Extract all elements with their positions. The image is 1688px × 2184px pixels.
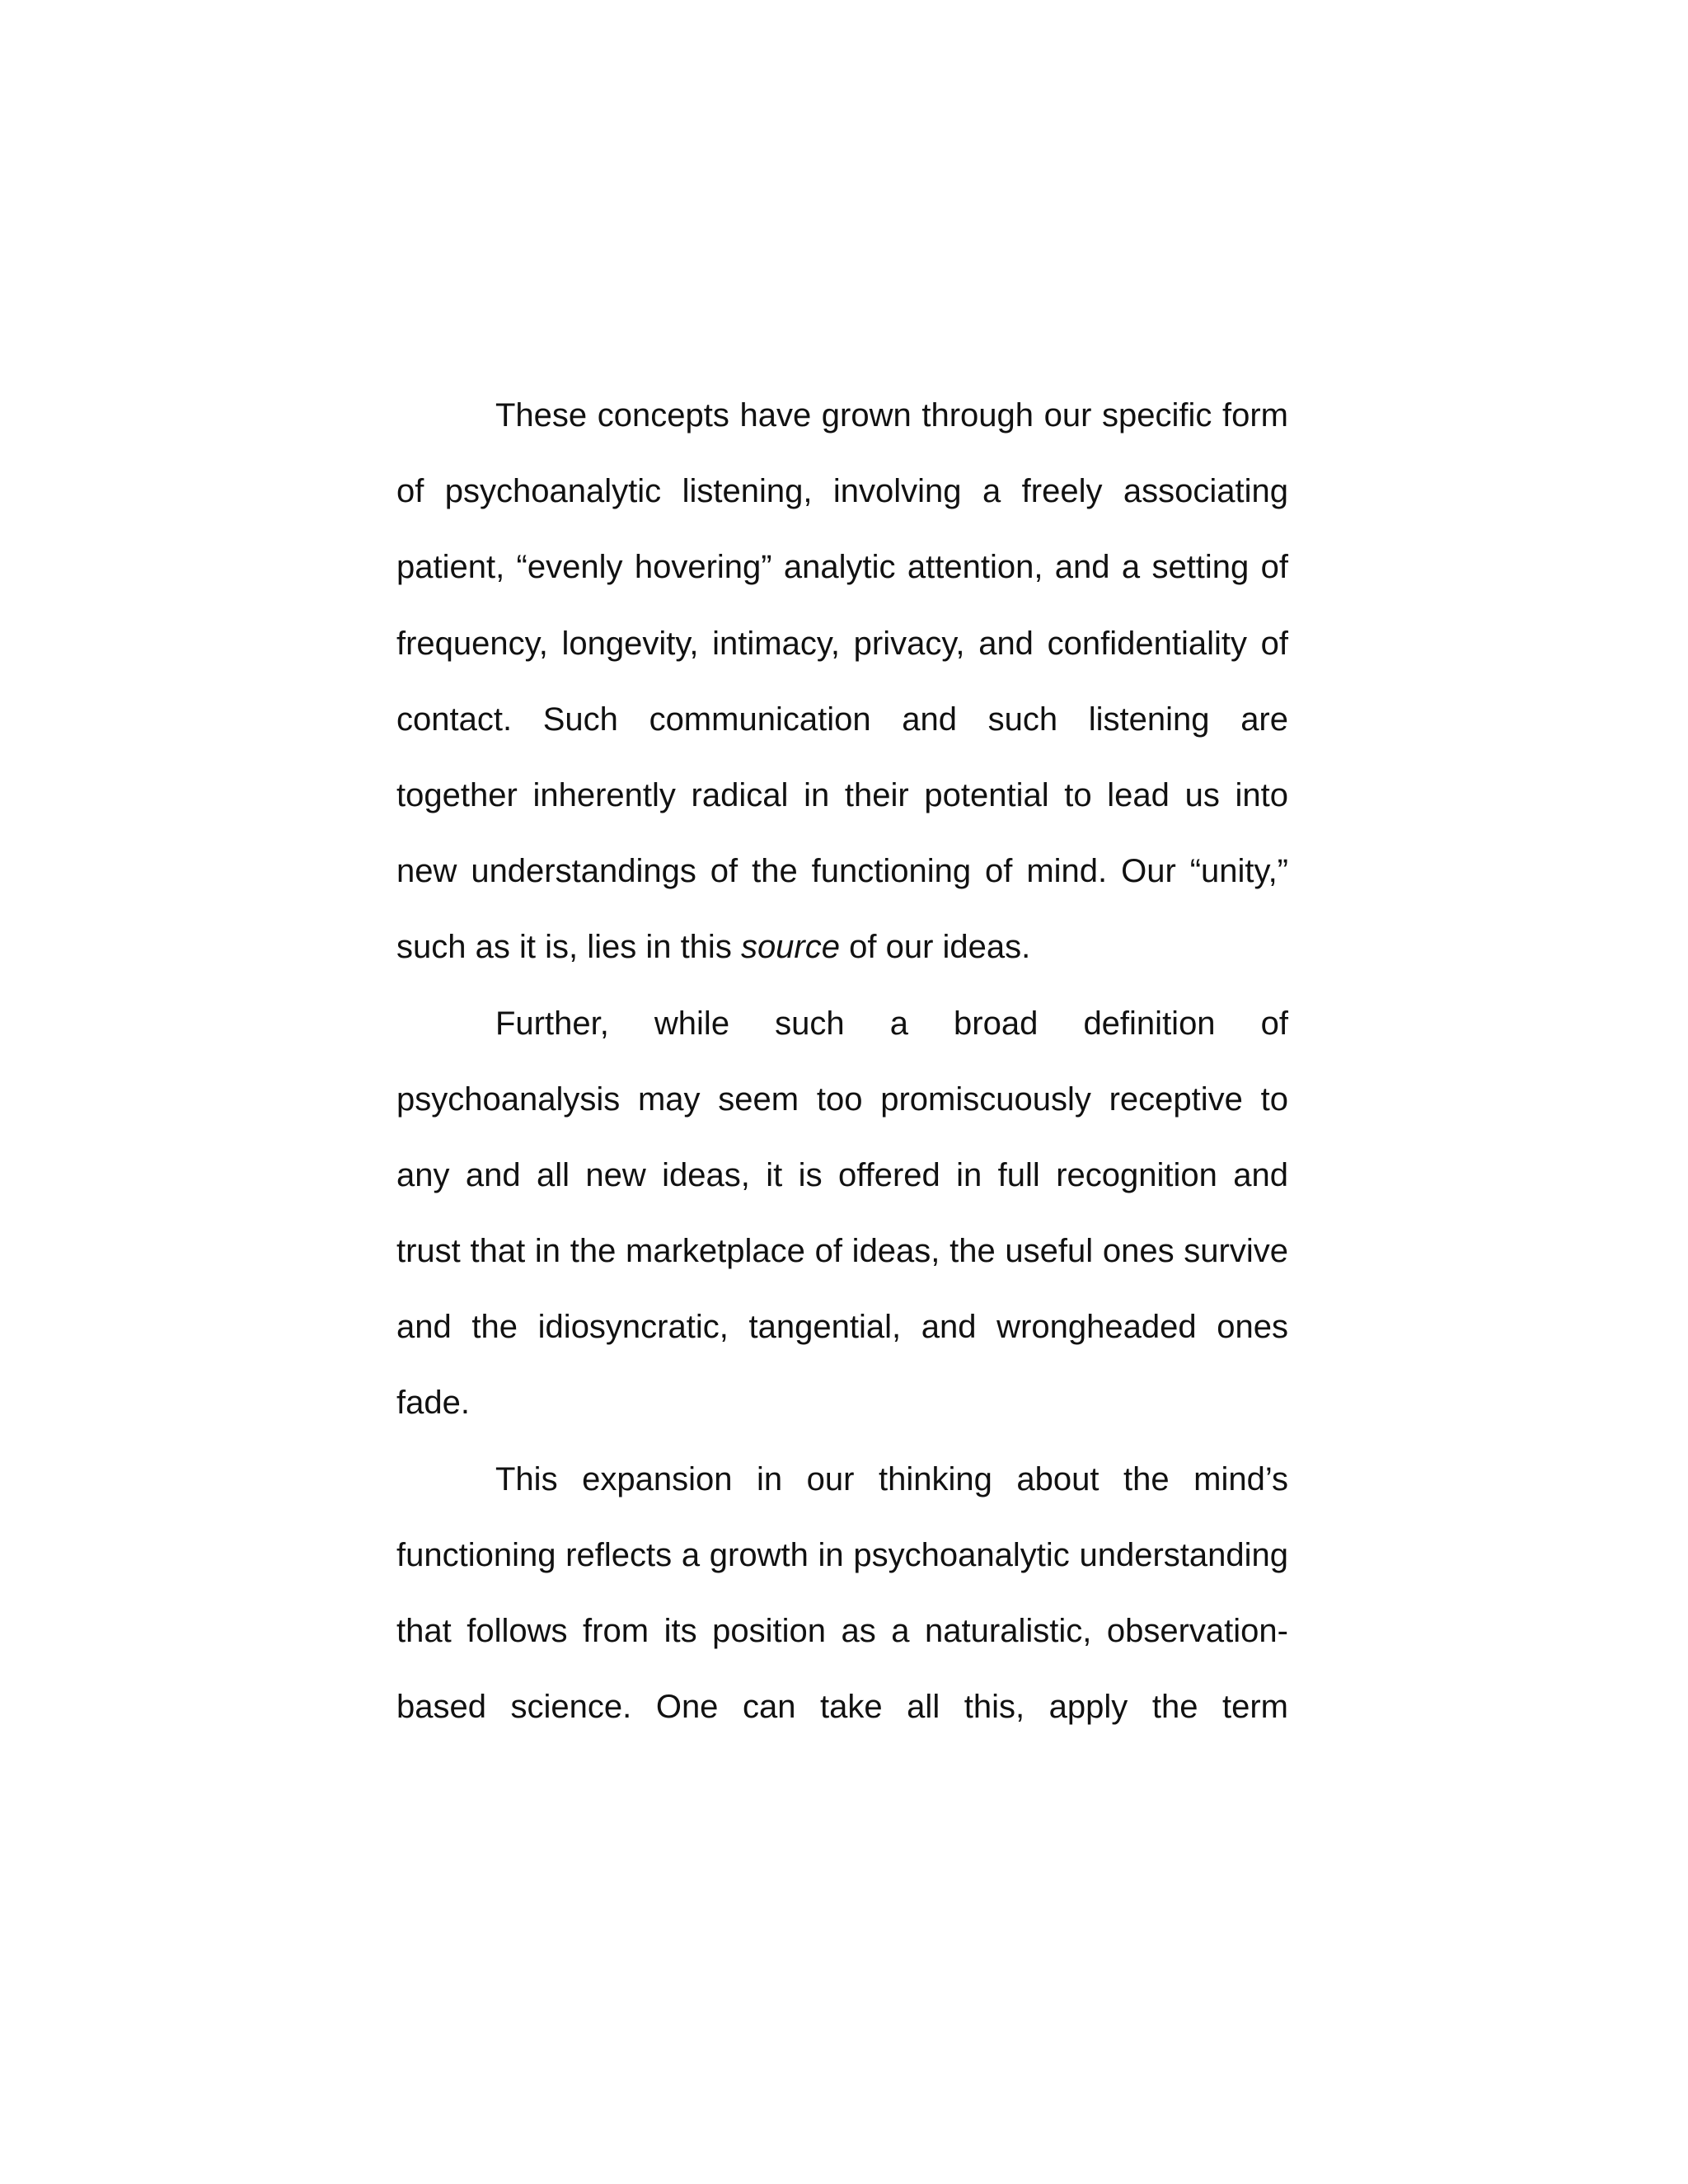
paragraph-line: Further, while such a broad definition of — [495, 1005, 1288, 1042]
paragraph-last-line — [396, 919, 1288, 995]
text-run: such as it is, lies in this — [396, 929, 741, 966]
paragraph-line: of psychoanalytic listening, involving a freely associating — [396, 473, 1288, 510]
paragraph-line: These concepts have grown through our specific form — [495, 397, 1288, 434]
paragraph-1 — [396, 387, 1288, 996]
paragraph-last-line: fade. — [396, 1385, 470, 1422]
text-run: of our ideas. — [840, 929, 1031, 966]
paragraph-line: trust that in the marketplace of ideas, the useful ones survive — [396, 1233, 1288, 1270]
paragraph-line: based science. One can take all this, apply the term — [396, 1689, 1288, 1726]
paragraph-2 — [396, 996, 1288, 1451]
paragraph-3 — [396, 1451, 1288, 1755]
paragraph-line: patient, “evenly hovering” analytic attention, and a setting of — [396, 549, 1288, 586]
emphasis-source: source — [740, 929, 840, 966]
paragraph-line: that follows from its position as a naturalistic, observation- — [396, 1613, 1288, 1649]
paragraph-line: psychoanalysis may seem too promiscuously receptive to — [396, 1080, 1288, 1118]
paragraph-line: This expansion in our thinking about the mind’s — [495, 1460, 1288, 1497]
body-text — [396, 387, 1288, 1755]
paragraph-line: functioning reflects a growth in psychoanalytic understanding — [396, 1536, 1288, 1573]
paragraph-line: together inherently radical in their potential to lead us into — [396, 776, 1288, 813]
paragraph-line: frequency, longevity, intimacy, privacy, and confidentiality of — [396, 625, 1288, 662]
paragraph-line: new understandings of the functioning of mind. Our “unity,” — [396, 853, 1288, 890]
paragraph-line: and the idiosyncratic, tangential, and wrongheaded ones — [396, 1309, 1288, 1346]
paragraph-line: contact. Such communication and such listening are — [396, 701, 1288, 738]
paragraph-line: any and all new ideas, it is offered in full recognition and — [396, 1156, 1288, 1193]
